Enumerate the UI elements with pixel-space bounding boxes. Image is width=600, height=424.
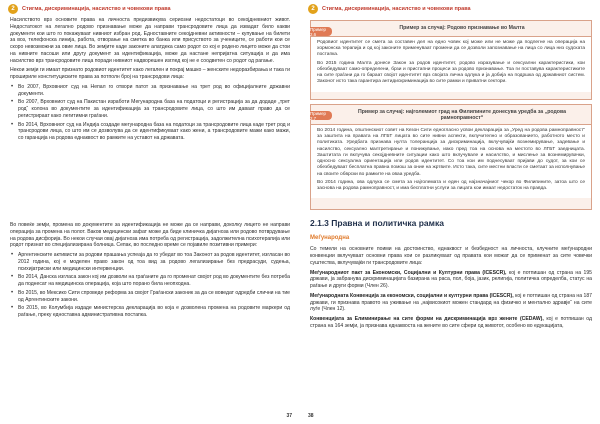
paragraph bbox=[310, 270, 592, 290]
case-title: Пример за случај: најголемиот град на Филипините донесува уредба за „родова рамноправност“ bbox=[358, 109, 566, 121]
left-column bbox=[10, 17, 290, 145]
paragraph bbox=[310, 293, 592, 313]
case-study-box-malta bbox=[310, 20, 592, 100]
treaty-name: Меѓународниот пакт за Економски, Социјални и Културни права (ICESCR), bbox=[310, 269, 507, 276]
country-list bbox=[10, 84, 290, 142]
subsection-title: Меѓународна bbox=[310, 235, 350, 242]
section-title: 2.1.3 Правна и политичка рамка bbox=[310, 218, 444, 228]
list-item: • Во 2014, Данска изгласа закон кој им дозволи на граѓаните да го променат својот род во документите без потреба да поднесат на медицинска операција, која што порано била неопходна. bbox=[10, 274, 290, 288]
list-item: • Во 2015, во Мексико Сити спроведе реформа за својот Граѓански законик за да се воведат одредби слични на тие од Аргентинските закони. bbox=[10, 290, 290, 304]
running-title: Стигма, дискриминација, насилство и човекови права bbox=[322, 6, 471, 12]
running-header-left bbox=[8, 4, 171, 14]
treaty-name: Конвенцијата за Елиминирање на сите форми на дискриминација врз жените (CEDAW), bbox=[310, 316, 544, 323]
paragraph: Во 2014 година, општинскиот совет на Кезон Сити едногласно усвои декларација за „Уред на родова рамноправност“ за заштита на правата на ЛГБТ лицата во сите нивни аспекти, вклучително и образованието, работното место и политиката. Уредбата признава нулта толеранција за дискриминација, вклучувајќи вознемирување, задевање и насилство, сексуално малтретирање и понижување, иако пред тоа на основа на местото во ЛГБТ заедницата. Заштитата ги вклучува секојдневните ситуации како што вклучувале и насилство, и мислење за вознемирувачки, односно сексуална ориентација или родов идентитет. Со тоа кои им поднесуваат пријави до судот, за кои се обезбедуваат бесплатна правна помош за оние на жртвите. Исто така, сите местни власти се сметаат за исполнување на своите обврски во рамките на оваа уредба. bbox=[317, 128, 585, 177]
legal-framework-section bbox=[310, 218, 592, 333]
paragraph: Некои земји ги имаат признато родовиот идентитет како легален и покрај машко – женските недоразбирања и така ги прошириле конституциските права за потполн број на трансродови лица: bbox=[10, 67, 290, 81]
chapter-number-badge: 2 bbox=[8, 4, 18, 14]
list-item: • Во 2015, во Колумбија издаде министерска декларација во која е дозволена промена на родовите маркери од раѓање, преку едноставна административна постапка. bbox=[10, 305, 290, 319]
paragraph: Со темели на основните поими на достоинство, еднаквост и безбедност на личноста, клучните меѓународни конвенции вклучуваат основни права кои се разликуваат од правата кои можат да се применат за сите човечки суштества, вклучувајќи ги трансродовите лица: bbox=[310, 246, 592, 266]
treaty-text: кој е потпишан од страна на 195 држави, ја забранува дискриминацијата базирана на раса, пол, боја, јазик, религија, политичка определба, статус на раѓање и други форми (Член 26). bbox=[310, 269, 592, 290]
case-body bbox=[311, 124, 591, 198]
case-tag: Пример 2.7 bbox=[310, 111, 332, 120]
treaty-text: кој е потпишан од страна на 187 држави, ги признава правото на уживање на „највисокиот можен стандард на физичко и ментално здравје“ на сите луѓе (Член 12). bbox=[310, 292, 593, 313]
running-title: Стигма, дискриминација, насилство и човекови права bbox=[22, 6, 171, 12]
paragraph: Во 2014 година, ова одлука се смета за најголемата и еден од најзначајниот чекор во Филипините, затоа што се заснова на родова рамноправност, и има бесплатни услуги за лицата кои имаат недостаток на правда. bbox=[317, 179, 585, 192]
case-title: Пример за случај: Родово признавање во Малта bbox=[399, 25, 525, 31]
treaty-text: кој е потпишан од страна на 164 земји, ја признава еднаквоста на жените во сите сфери од животот, особено во едукацијата, bbox=[310, 316, 593, 329]
paragraph: Во 2015 година Малта донесе Закон за родов идентитет, родово изразување и сексуални карактеристики, кои обезбедуваат само-определени, брзи и пристапни процеси за родово признавање. Тоа ги поставува карактеристиките на сите граѓани да го бараат својот идентитет врз својата лична одлука и ја добија на подршка од државниот систем. Законот исто така гарантира антидискриминација во сите рамки и приватни сектори. bbox=[317, 60, 585, 85]
treaty-name: Меѓународната Конвенција за економски, социјални и културни права (ICESCR), bbox=[310, 292, 514, 299]
positive-examples-list bbox=[10, 252, 290, 319]
list-item: • Во 2007, Врховниот суд на Пакистан изработи Мегународна база на податоци и регистрација за да додаде „трет род“ колона во документите за идентификација за трансродовите лица, со што им даваат право да се регистрираат како легитимни граѓани. bbox=[10, 99, 290, 119]
case-tag: Пример 2.6 bbox=[310, 27, 332, 36]
chapter-number-badge: 2 bbox=[308, 4, 318, 14]
case-body bbox=[311, 36, 591, 92]
page-number-left: 37 bbox=[286, 413, 292, 419]
list-item: • Во 2014, Врховниот суд на Индија создаде мегународна база на податоци за трансродовите лица каде трет род и трансродови лица, со што им се дозволува да се идентификуваат како жени, а трансродовите мажи како мажи, со гаранција на родова еднаквост во рамките на уставот на државата. bbox=[10, 122, 290, 142]
page-number-right: 38 bbox=[308, 413, 314, 419]
left-column-lower bbox=[10, 222, 290, 322]
paragraph: Насилството врз основите права на личноста предизвикува сериозни недостатоци во секојдневниот живот. Недостатокот на легално родово признавање може да направи трансродовите лица да извадат било какви документи кои што го покажуваат нивниот избран род. Едноставните секојдневни активности – купување на билети за воз, телефонска линија, работа, отворање на сметка во банка или присуството за учениците, се работи кои се скоро невозможни за овие лица. Во земјите каде законите алатдека само родот со кој е родено лицето може да стои на нивните пасоши или другу документ за идентификација, може да настане непријатна ситуација и да има насилство врз трансродовите лица поради нивниот надворешен изглед кој не е соодветен со родот од рагање. bbox=[10, 17, 290, 64]
case-study-box-philippines bbox=[310, 104, 592, 210]
list-item: • Во 2007, Врховниот суд на Непал го отвори патот за признавање на трет род во официјалните државни документи. bbox=[10, 84, 290, 98]
paragraph: Во повеќе земји, промена во документите за идентификација не може да се направи, доколку лицето не направи операција за промена на полот. Ваков медицински зафат може да биде клиничка дијагноза или родово потврдување на родова дисфорија. Во некои случаи овај дијагноза има потреба од регистрација, задолжителна психотерапија или родот признат во специјализирана болница. Сепак, во последно време се појавиле позитивни примери: bbox=[10, 222, 290, 249]
paragraph bbox=[310, 316, 592, 330]
list-item: • Аргентинските активисти за родови прашања успеаја да го убедат во тоа Законот за родов идентитет, изгласан во 2012 година, кој е моделен право закон од тоа вид за родово легализирање без предрасуди, судења, психијатриски или медицински интервенции. bbox=[10, 252, 290, 272]
paragraph: Родовиот идентитет се смета за составен дел на едно човек кој може или не може да подлегне на операција на хормонска терапија и од кој законите применуваат промени да се дозволи запознавање на лица со лица низ судската постапка. bbox=[317, 40, 585, 58]
running-header-right bbox=[308, 4, 471, 14]
